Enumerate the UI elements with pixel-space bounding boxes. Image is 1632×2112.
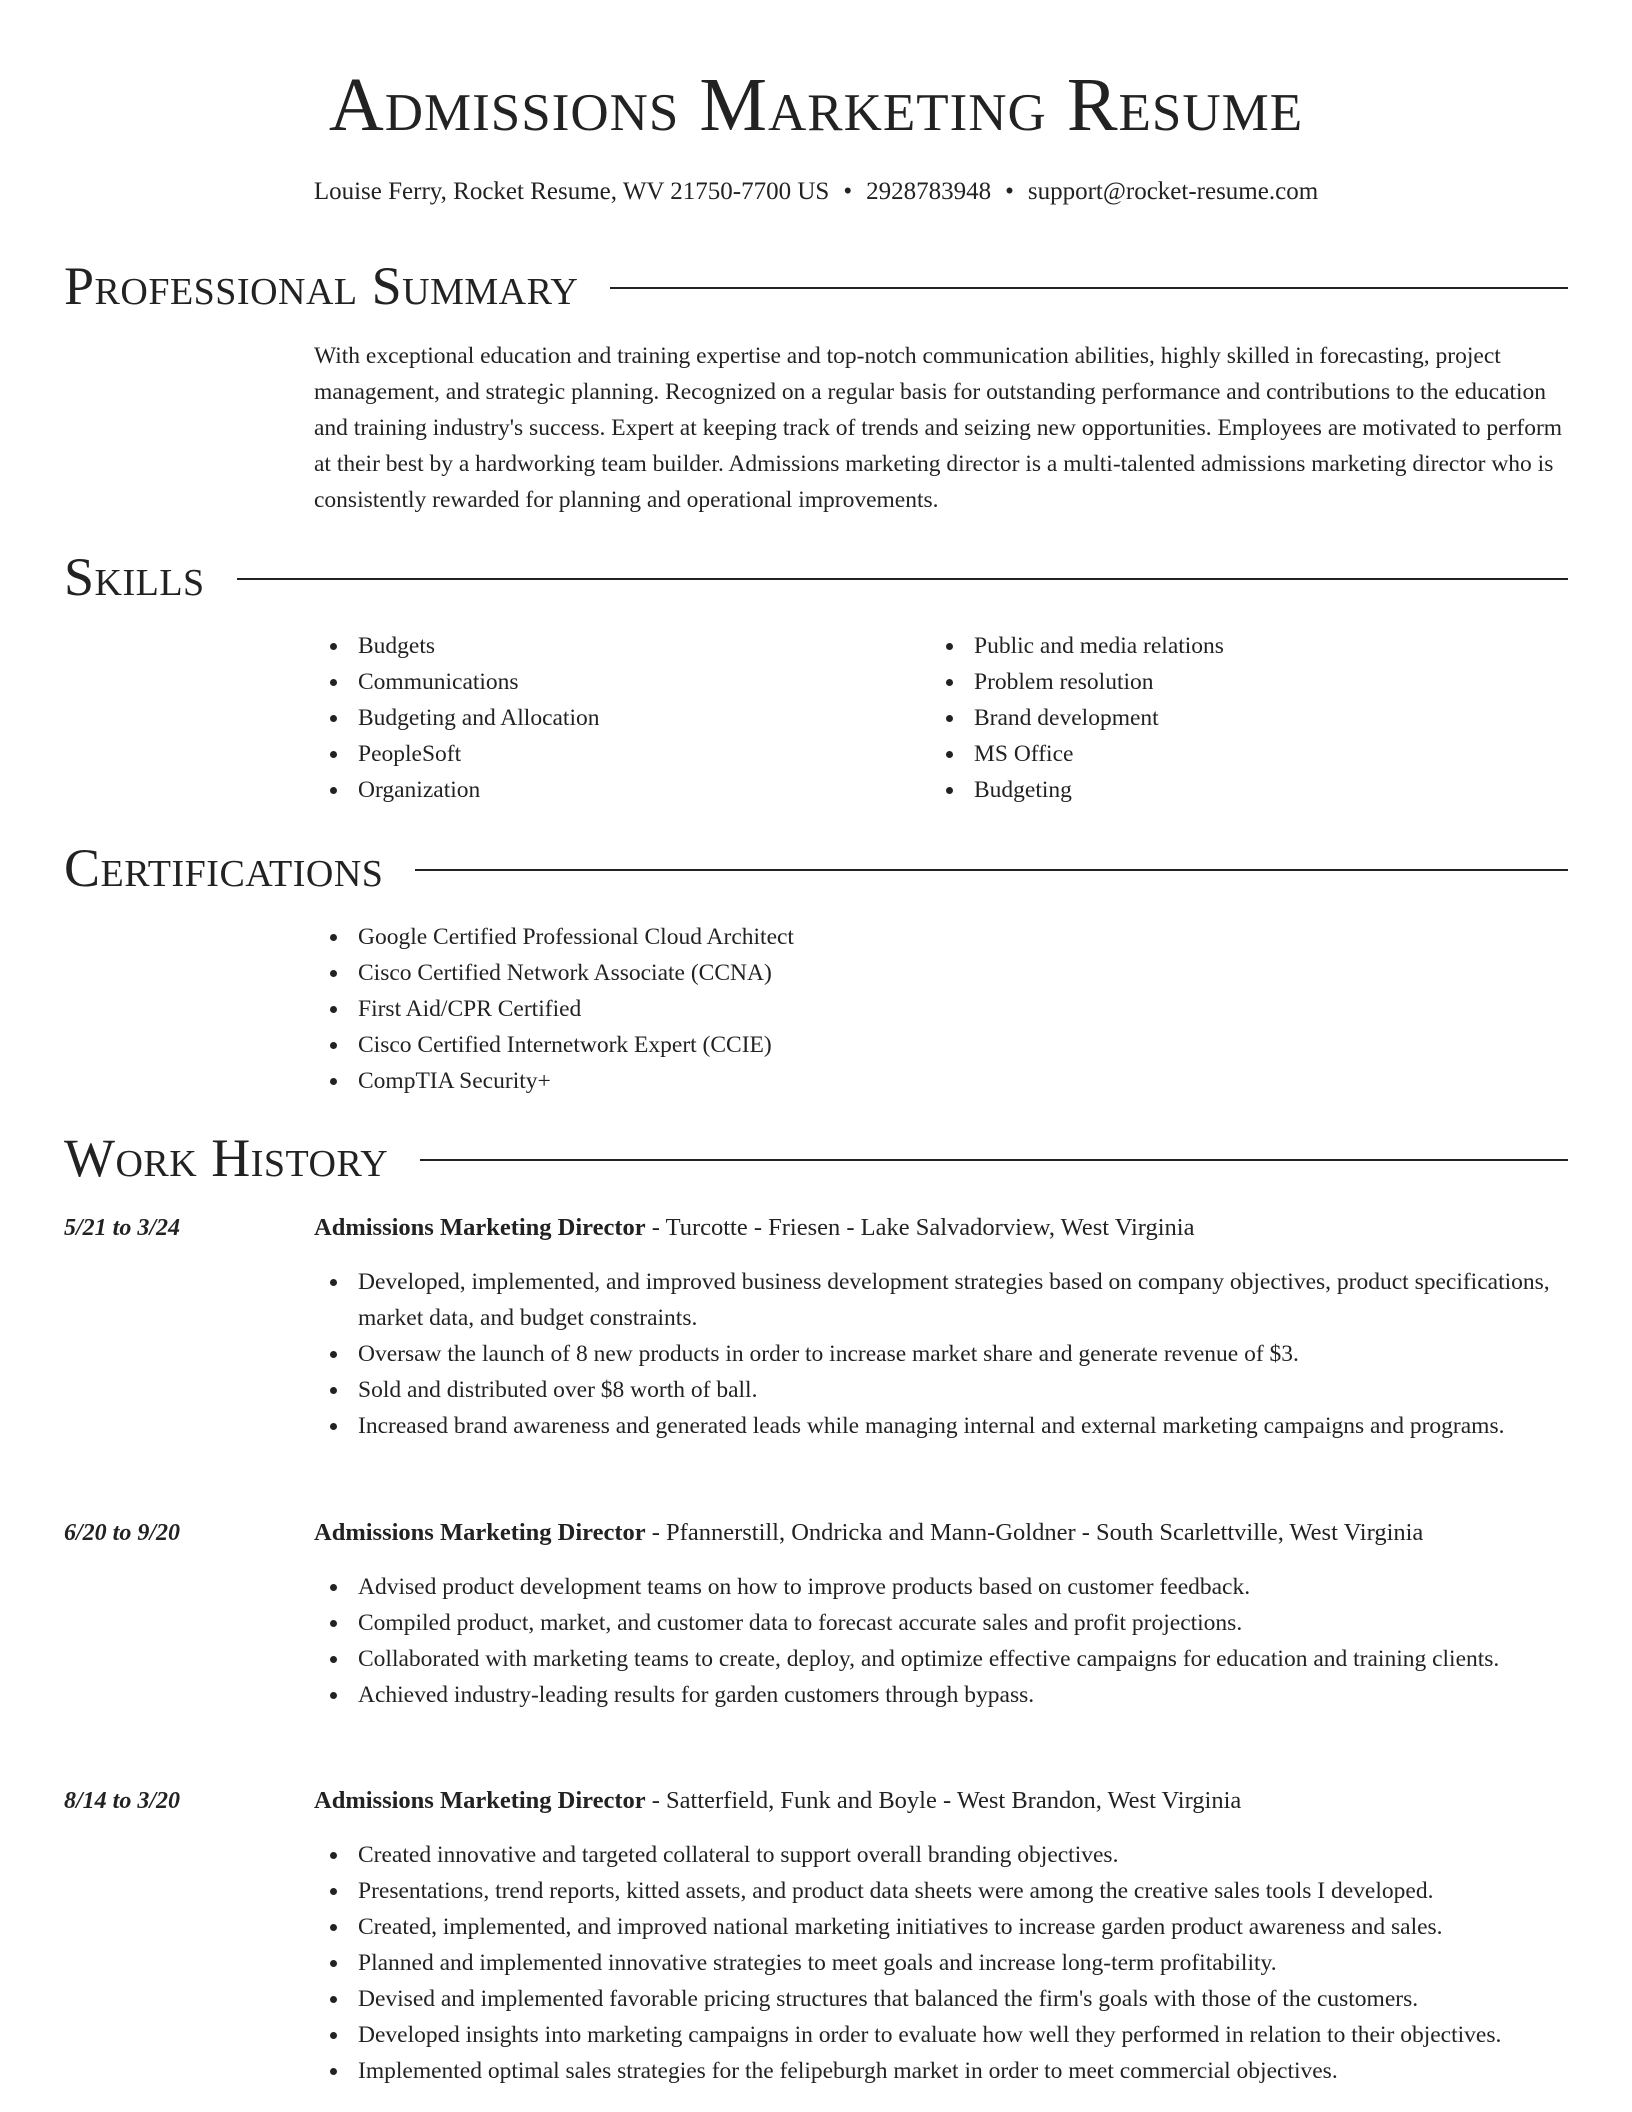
- contact-line: [0, 172, 1632, 212]
- certification-item: CompTIA Security+: [314, 1063, 1568, 1099]
- job-bullet: Devised and implemented favorable pricing structures that balanced the firm's goals with those of the customers.: [314, 1981, 1568, 2017]
- skill-item: Brand development: [930, 700, 1550, 736]
- skills-section-header: [64, 545, 1568, 609]
- job-bullet: Achieved industry-leading results for garden customers through bypass.: [314, 1677, 1568, 1713]
- certifications-section-header: [64, 836, 1568, 900]
- job-role: Admissions Marketing Director: [314, 1519, 646, 1546]
- job-bullets: [314, 1569, 1568, 1713]
- skill-item: Organization: [314, 772, 914, 808]
- job-company: - Satterfield, Funk and Boyle - West Brandon, West Virginia: [645, 1787, 1242, 1814]
- skill-item: Communications: [314, 664, 914, 700]
- section-divider: [420, 1159, 1568, 1161]
- skill-item: Budgeting and Allocation: [314, 700, 914, 736]
- skill-item: PeopleSoft: [314, 736, 914, 772]
- skills-heading: Skills: [64, 547, 205, 607]
- job-title-line: [314, 1515, 1568, 1551]
- contact-phone: 2928783948: [866, 178, 992, 205]
- job-company: - Pfannerstill, Ondricka and Mann-Goldner - South Scarlettville, West Virginia: [645, 1519, 1424, 1546]
- section-divider: [237, 578, 1568, 580]
- certification-item: Cisco Certified Internetwork Expert (CCIE): [314, 1027, 1568, 1063]
- job-bullet: Created innovative and targeted collateral to support overall branding objectives.: [314, 1837, 1568, 1873]
- section-divider: [415, 869, 1568, 871]
- job-bullet: Increased brand awareness and generated leads while managing internal and external marketing campaigns and programs.: [314, 1408, 1568, 1444]
- job-bullet: Presentations, trend reports, kitted assets, and product data sheets were among the creative sales tools I developed.: [314, 1873, 1568, 1909]
- skill-item: Public and media relations: [930, 628, 1550, 664]
- summary-text: With exceptional education and training expertise and top-notch communication abilities, highly skilled in forecasting, project management, and strategic planning. Recognized on a regular basis for outstanding performance and contributions to the education and training industry's success. Expert at keeping track of trends and seizing new opportunities. Employees are motivated to perform at their best by a hardworking team builder. Admissions marketing director is a multi-talented admissions marketing director who is consistently rewarded for planning and operational improvements.: [314, 343, 1563, 513]
- contact-separator: •: [843, 178, 853, 205]
- job-dates: 5/21 to 3/24: [64, 1215, 181, 1241]
- job-bullet: Planned and implemented innovative strategies to meet goals and increase long-term profitability.: [314, 1945, 1568, 1981]
- contact-email[interactable]: support@rocket-resume.com: [1027, 178, 1319, 205]
- job-role: Admissions Marketing Director: [314, 1214, 646, 1241]
- certification-item: First Aid/CPR Certified: [314, 991, 1568, 1027]
- job-dates: 8/14 to 3/20: [64, 1788, 181, 1814]
- contact-separator: •: [1005, 178, 1014, 205]
- job-role: Admissions Marketing Director: [314, 1787, 646, 1814]
- work-history-heading: Work History: [64, 1128, 389, 1188]
- job-bullet: Sold and distributed over $8 worth of ball.: [314, 1372, 1568, 1408]
- job-bullet: Advised product development teams on how to improve products based on customer feedback.: [314, 1569, 1568, 1605]
- summary-section-header: [64, 254, 1568, 318]
- certification-item: Google Certified Professional Cloud Architect: [314, 919, 1568, 955]
- job-dates: 6/20 to 9/20: [64, 1520, 181, 1546]
- skill-item: MS Office: [930, 736, 1550, 772]
- job-bullet: Developed insights into marketing campaigns in order to evaluate how well they performed in relation to their objectives.: [314, 2017, 1568, 2053]
- job-company: - Turcotte - Friesen - Lake Salvadorview, West Virginia: [645, 1214, 1195, 1241]
- section-divider: [610, 287, 1568, 289]
- job-bullet: Created, implemented, and improved national marketing initiatives to increase garden product awareness and sales.: [314, 1909, 1568, 1945]
- certifications-heading: Certifications: [64, 838, 384, 898]
- job-bullet: Developed, implemented, and improved business development strategies based on company objectives, product specifications, market data, and budget constraints.: [314, 1264, 1568, 1336]
- work-history-section-header: [64, 1126, 1568, 1190]
- resume-title: Admissions Marketing Resume: [328, 63, 1304, 147]
- certifications-list: [314, 919, 1568, 1099]
- skills-list-left: [314, 628, 914, 808]
- job-title-line: [314, 1783, 1568, 1819]
- skills-list-right: [930, 628, 1550, 808]
- job-bullet: Implemented optimal sales strategies for the felipeburgh market in order to meet commercial objectives.: [314, 2053, 1568, 2089]
- skill-item: Problem resolution: [930, 664, 1550, 700]
- job-bullet: Collaborated with marketing teams to create, deploy, and optimize effective campaigns for education and training clients.: [314, 1641, 1568, 1677]
- job-title-line: [314, 1210, 1568, 1246]
- job-bullets: [314, 1264, 1568, 1444]
- summary-heading: Professional Summary: [64, 256, 579, 316]
- job-bullet: Oversaw the launch of 8 new products in order to increase market share and generate revenue of $3.: [314, 1336, 1568, 1372]
- contact-address: Louise Ferry, Rocket Resume, WV 21750-7700 US: [313, 178, 830, 205]
- certification-item: Cisco Certified Network Associate (CCNA): [314, 955, 1568, 991]
- skill-item: Budgets: [314, 628, 914, 664]
- job-bullets: [314, 1837, 1568, 2089]
- job-bullet: Compiled product, market, and customer data to forecast accurate sales and profit projections.: [314, 1605, 1568, 1641]
- skill-item: Budgeting: [930, 772, 1550, 808]
